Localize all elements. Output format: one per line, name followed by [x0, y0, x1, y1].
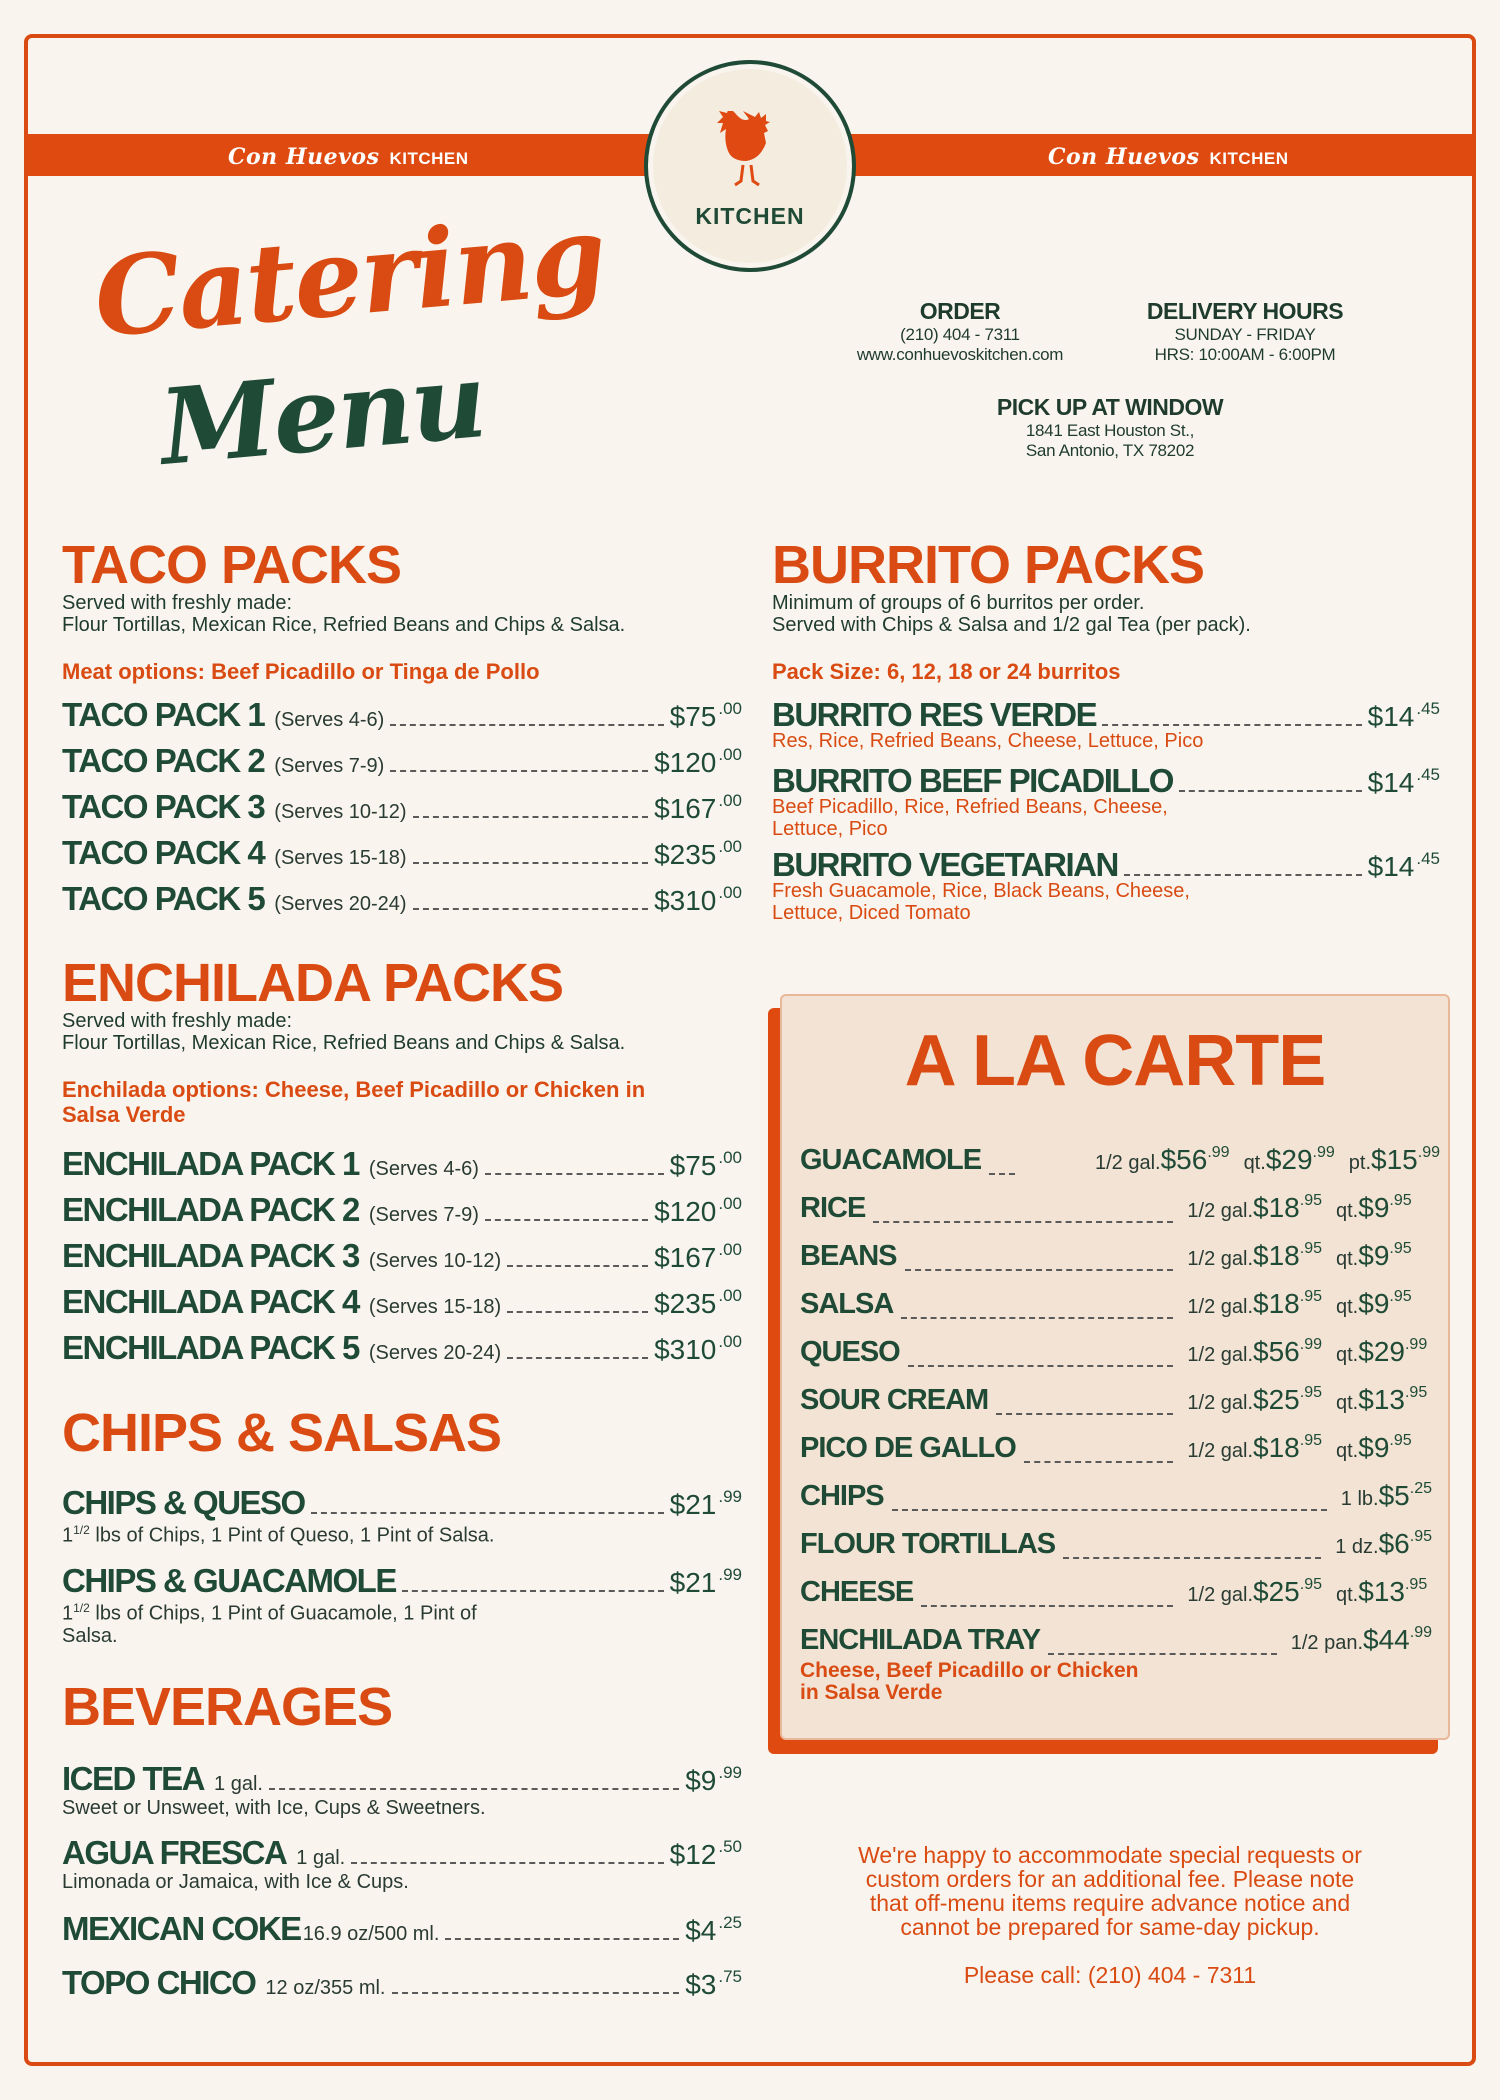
- burrito-desc: Minimum of groups of 6 burritos per order. Served with Chips & Salsa and 1/2 gal Tea (per pack).: [772, 592, 1251, 636]
- tray-desc: Cheese, Beef Picadillo or Chicken in Salsa Verde: [800, 1659, 1139, 1704]
- item-desc: Beef Picadillo, Rice, Refried Beans, Cheese, Lettuce, Pico: [772, 796, 1168, 840]
- menu-row: ICED TEA 1 gal. $9 $^{.99}$: [62, 1760, 742, 1797]
- menu-row: TACO PACK 2 (Serves 7-9) $120 $^{.00}$: [62, 742, 742, 779]
- menu-row: BURRITO RES VERDE $14 $^{.45}$: [772, 696, 1440, 733]
- item-desc: Limonada or Jamaica, with Ice & Cups.: [62, 1871, 409, 1893]
- burrito-packs-title: BURRITO PACKS: [772, 535, 1205, 595]
- menu-row: BURRITO BEEF PICADILLO $14 $^{.45}$: [772, 762, 1440, 799]
- carte-row: SOUR CREAM 1/2 gal. $\$25^{.95}$ qt. $\$13^{.95}$: [800, 1384, 1428, 1416]
- menu-row: TACO PACK 1 (Serves 4-6) $75 $^{.00}$: [62, 696, 742, 733]
- title-menu: Menu: [155, 338, 490, 489]
- item-desc: $1^{1/2}$ lbs of Chips, 1 Pint of Queso, 1 Pint of Salsa.: [62, 1523, 495, 1547]
- kitchen-logo: KITCHEN: [648, 64, 852, 268]
- menu-row: TACO PACK 5 (Serves 20-24) $310 $^{.00}$: [62, 880, 742, 917]
- menu-row: AGUA FRESCA 1 gal. $12 $^{.50}$: [62, 1834, 742, 1871]
- item-desc: Sweet or Unsweet, with Ice, Cups & Sweetners.: [62, 1797, 486, 1819]
- menu-row: MEXICAN COKE 16.9 oz/500 ml. $4 $^{.25}$: [62, 1910, 742, 1947]
- title-catering: Catering: [89, 191, 610, 363]
- carte-row: BEANS 1/2 gal. $\$18^{.95}$ qt. $\$9^{.95}$: [800, 1240, 1412, 1272]
- item-desc: Res, Rice, Refried Beans, Cheese, Lettuce, Pico: [772, 730, 1204, 752]
- carte-row: CHIPS 1 lb. $\$5^{.25}$: [800, 1480, 1432, 1512]
- menu-row: ENCHILADA PACK 2 (Serves 7-9) $120 $^{.00}$: [62, 1191, 742, 1228]
- burrito-pack-size: Pack Size: 6, 12, 18 or 24 burritos: [772, 659, 1121, 684]
- menu-row: CHIPS & QUESO $21 $^{.99}$: [62, 1484, 742, 1521]
- call-phone: Please call: (210) 404 - 7311: [963, 1962, 1257, 1988]
- enchilada-desc: Served with freshly made: Flour Tortillas, Mexican Rice, Refried Beans and Chips & Salsa.: [62, 1010, 626, 1054]
- item-desc: $1^{1/2}$ lbs of Chips, 1 Pint of Guacamole, 1 Pint of Salsa.: [62, 1601, 477, 1647]
- carte-row: FLOUR TORTILLAS 1 dz. $\$6^{.95}$: [800, 1528, 1432, 1560]
- menu-row: ENCHILADA PACK 3 (Serves 10-12) $167 $^{.00}$: [62, 1237, 742, 1274]
- taco-desc: Served with freshly made: Flour Tortillas, Mexican Rice, Refried Beans and Chips & Salsa.: [62, 592, 626, 636]
- rooster-icon: [715, 111, 785, 189]
- enchilada-options: Enchilada options: Cheese, Beef Picadillo or Chicken in Salsa Verde: [62, 1077, 646, 1127]
- menu-row: ENCHILADA PACK 1 (Serves 4-6) $75 $^{.00}$: [62, 1145, 742, 1182]
- brand-left: Con Huevos KITCHEN: [228, 144, 469, 170]
- taco-packs-title: TACO PACKS: [62, 535, 401, 595]
- a-la-carte-panel: [780, 994, 1450, 1740]
- menu-row: TACO PACK 3 (Serves 10-12) $167 $^{.00}$: [62, 788, 742, 825]
- taco-options: Meat options: Beef Picadillo or Tinga de Pollo: [62, 659, 540, 684]
- delivery-info: DELIVERY HOURS SUNDAY - FRIDAY HRS: 10:00AM - 6:00PM: [1146, 298, 1344, 364]
- carte-row: SALSA 1/2 gal. $\$18^{.95}$ qt. $\$9^{.95}$: [800, 1288, 1412, 1320]
- carte-row: RICE 1/2 gal. $\$18^{.95}$ qt. $\$9^{.95}$: [800, 1192, 1412, 1224]
- order-info: ORDER (210) 404 - 7311 www.conhuevoskitchen.com: [856, 298, 1064, 364]
- carte-row: CHEESE 1/2 gal. $\$25^{.95}$ qt. $\$13^{.95}$: [800, 1576, 1428, 1608]
- carte-row: PICO DE GALLO 1/2 gal. $\$18^{.95}$ qt. $\$9^{.95}$: [800, 1432, 1412, 1464]
- carte-row: QUESO 1/2 gal. $\$56^{.99}$ qt. $\$29^{.99}$: [800, 1336, 1428, 1368]
- enchilada-packs-title: ENCHILADA PACKS: [62, 953, 564, 1013]
- beverages-title: BEVERAGES: [62, 1677, 393, 1737]
- pickup-info: PICK UP AT WINDOW 1841 East Houston St., San Antonio, TX 78202: [996, 394, 1224, 460]
- carte-row: GUACAMOLE 1/2 gal. $\$56^{.99}$ qt. $\$29^{.99}$ pt. $\$15^{.99}$: [800, 1144, 1440, 1176]
- menu-row: ENCHILADA PACK 4 (Serves 15-18) $235 $^{.00}$: [62, 1283, 742, 1320]
- carte-row: ENCHILADA TRAY 1/2 pan. $\$44^{.99}$: [800, 1624, 1432, 1656]
- menu-row: TACO PACK 4 (Serves 15-18) $235 $^{.00}$: [62, 834, 742, 871]
- menu-row: BURRITO VEGETARIAN $14 $^{.45}$: [772, 846, 1440, 883]
- chips-salsas-title: CHIPS & SALSAS: [62, 1403, 502, 1463]
- item-desc: Fresh Guacamole, Rice, Black Beans, Cheese, Lettuce, Diced Tomato: [772, 880, 1190, 924]
- a-la-carte-title: A LA CARTE: [904, 1021, 1326, 1101]
- brand-right: Con Huevos KITCHEN: [1048, 144, 1289, 170]
- menu-row: ENCHILADA PACK 5 (Serves 20-24) $310 $^{.00}$: [62, 1329, 742, 1366]
- menu-row: TOPO CHICO 12 oz/355 ml. $3 $^{.75}$: [62, 1964, 742, 2001]
- menu-row: CHIPS & GUACAMOLE $21 $^{.99}$: [62, 1562, 742, 1599]
- special-requests-note: We're happy to accommodate special requests or custom orders for an additional fee. Please note that off-menu items require advance notice and cannot be prepared for same-day pickup.: [858, 1842, 1362, 1940]
